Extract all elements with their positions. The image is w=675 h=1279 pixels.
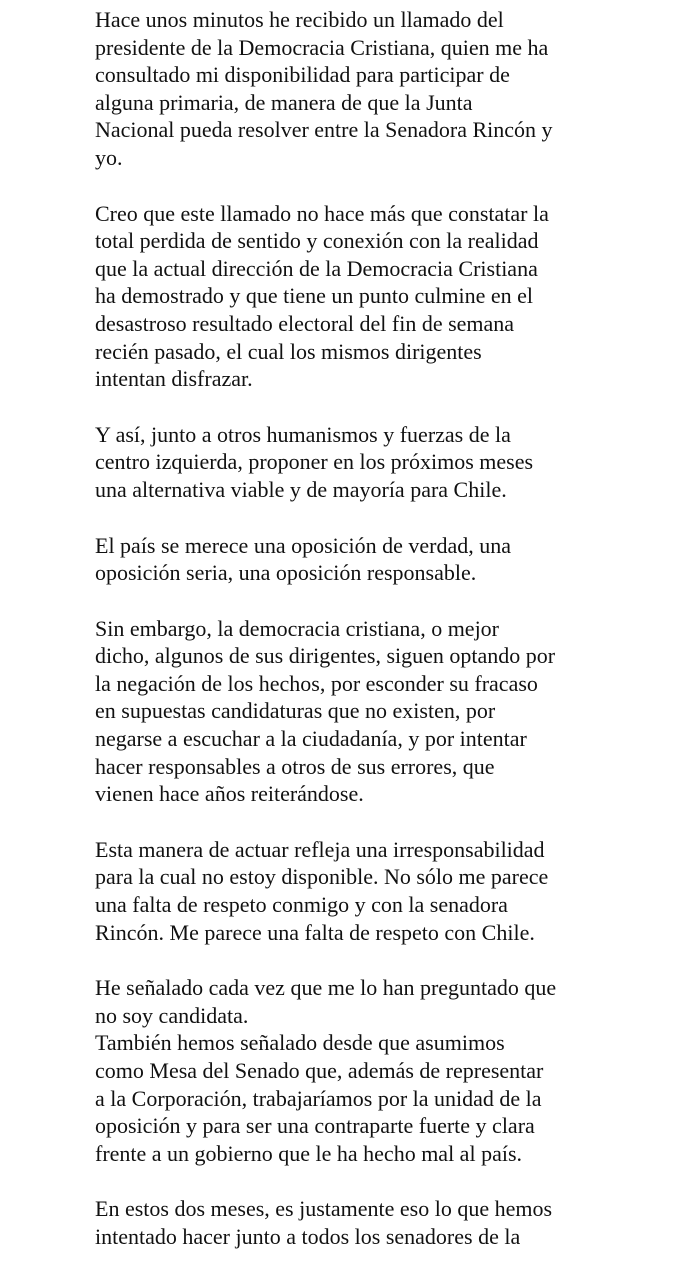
paragraph-alternativa-viable: Y así, junto a otros humanismos y fuerzas de la centro izquierda, proponer en los próximos meses una alternativa viable y de mayoría para Chile.: [95, 421, 534, 502]
paragraph-irresponsabilidad: Esta manera de actuar refleja una irresponsabilidad para la cual no estoy disponible. No sólo me parece una falta de respeto conmigo y con la senadora Rincón. Me parece una falta de respeto con Chile.: [95, 836, 549, 945]
paragraph-perdida-de-sentido: Creo que este llamado no hace más que constatar la total perdida de sentido y conexión con la realidad que la actual dirección de la Democracia Cristiana ha demostrado y que tiene un punto culmine en el desastroso resultado electoral del fin de semana recién pasado, el cual los mismos dirigentes intentan disfrazar.: [95, 200, 549, 392]
paragraph-no-soy-candidata: He señalado cada vez que me lo han preguntado que no soy candidata. También hemos señalado desde que asumimos como Mesa del Senado que, además de representar a la Corporación, trabajaríamos por la unidad de la oposición y para ser una contraparte fuerte y clara frente a un gobierno que le ha hecho mal al país.: [95, 975, 557, 1166]
paragraph-oposicion: El país se merece una oposición de verdad, una oposición seria, una oposición responsable.: [95, 532, 512, 586]
document-page: [95, 6, 615, 1279]
paragraph-llamado: Hace unos minutos he recibido un llamado del presidente de la Democracia Cristiana, quien me ha consultado mi disponibilidad para participar de alguna primaria, de manera de que la Junta Nacional pueda resolver entre la Senadora Rincón y yo.: [95, 7, 553, 170]
paragraph-sin-embargo: Sin embargo, la democracia cristiana, o mejor dicho, algunos de sus dirigentes, siguen optando por la negación de los hechos, por esconder su fracaso en supuestas candidaturas que no existen, por negarse a escuchar a la ciudadanía, y por intentar hacer responsables a otros de sus errores, que vienen hace años reiterándose.: [95, 615, 556, 807]
paragraph-dos-meses: En estos dos meses, es justamente eso lo que hemos intentado hacer junto a todos los senadores de la: [95, 1196, 553, 1249]
